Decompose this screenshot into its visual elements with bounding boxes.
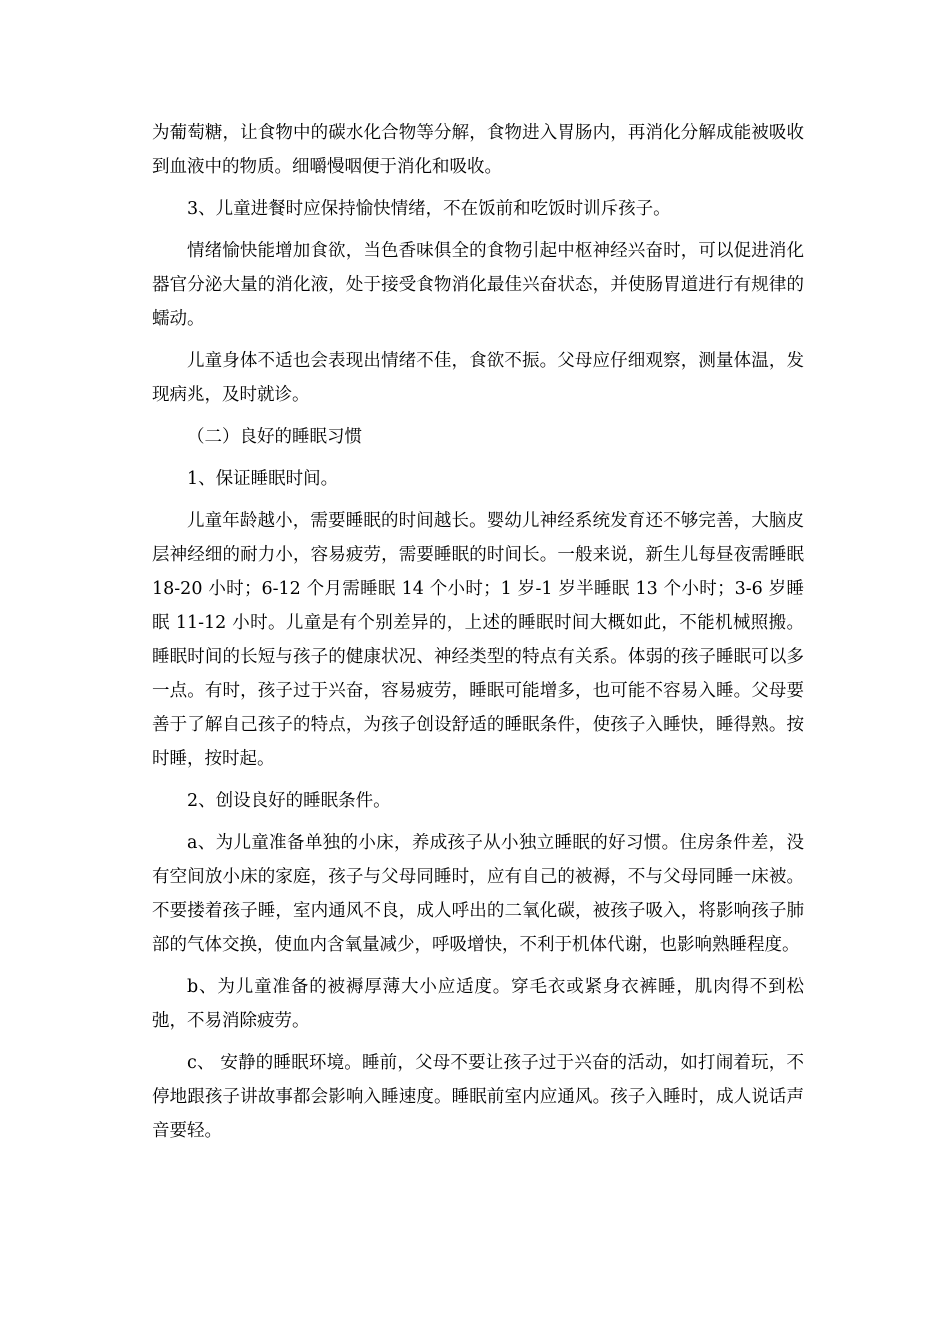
section-heading-sleep-habits: （二）良好的睡眠习惯 [187, 427, 362, 447]
heading-item-3-mood: 3、儿童进餐时应保持愉快情绪，不在饭前和吃饭时训斥孩子。 [187, 199, 671, 219]
paragraph-item-a-own-bed: a、为儿童准备单独的小床，养成孩子从小独立睡眠的好习惯。住房条件差，没有空间放小床的家庭，孩子与父母同睡时，应有自己的被褥，不与父母同睡一床被。不要搂着孩子睡，室内通风不良，成人呼出的二氧化碳，被孩子吸入，将影响孩子肺部的气体交换，使血内含氧量减少，呼吸增快，不利于机体代谢，也影响熟睡程度。 [152, 833, 804, 955]
paragraph-item-b-bedding: b、为儿童准备的被褥厚薄大小应适度。穿毛衣或紧身衣裤睡，肌肉得不到松弛，不易消除疲劳。 [152, 977, 804, 1031]
paragraph-mood-appetite: 情绪愉快能增加食欲，当色香味俱全的食物引起中枢神经兴奋时，可以促进消化器官分泌大量的消化液，处于接受食物消化最佳兴奋状态，并使肠胃道进行有规律的蠕动。 [152, 241, 804, 329]
paragraph-item-c-quiet-environment: c、 安静的睡眠环境。睡前，父母不要让孩子过于兴奋的活动，如打闹着玩，不停地跟孩子讲故事都会影响入睡速度。睡眠前室内应通风。孩子入睡时，成人说话声音要轻。 [152, 1053, 804, 1141]
paragraph-discomfort: 儿童身体不适也会表现出情绪不佳，食欲不振。父母应仔细观察，测量体温，发现病兆，及时就诊。 [152, 351, 804, 405]
heading-item-2-sleep-conditions: 2、创设良好的睡眠条件。 [187, 791, 391, 811]
heading-item-1-sleep-time: 1、保证睡眠时间。 [187, 469, 339, 489]
paragraph-digestion-continued: 为葡萄糖，让食物中的碳水化合物等分解，食物进入胃肠内，再消化分解成能被吸收到血液中的物质。细嚼慢咽便于消化和吸收。 [152, 123, 804, 177]
document-body [152, 116, 804, 1148]
paragraph-sleep-duration: 儿童年龄越小，需要睡眠的时间越长。婴幼儿神经系统发育还不够完善，大脑皮层神经细的耐力小，容易疲劳，需要睡眠的时间长。一般来说，新生儿每昼夜需睡眠 18-20 小时；6-12 个月需睡眠 14 个小时；1 岁-1 岁半睡眠 13 个小时；3-6 岁睡眠 11-12 小时。儿童是有个别差异的，上述的睡眠时间大概如此，不能机械照搬。睡眠时间的长短与孩子的健康状况、神经类型的特点有关系。体弱的孩子睡眠可以多一点。有时，孩子过于兴奋，容易疲劳，睡眠可能增多，也可能不容易入睡。父母要善于了解自己孩子的特点，为孩子创设舒适的睡眠条件，使孩子入睡快，睡得熟。按时睡，按时起。 [152, 511, 804, 769]
